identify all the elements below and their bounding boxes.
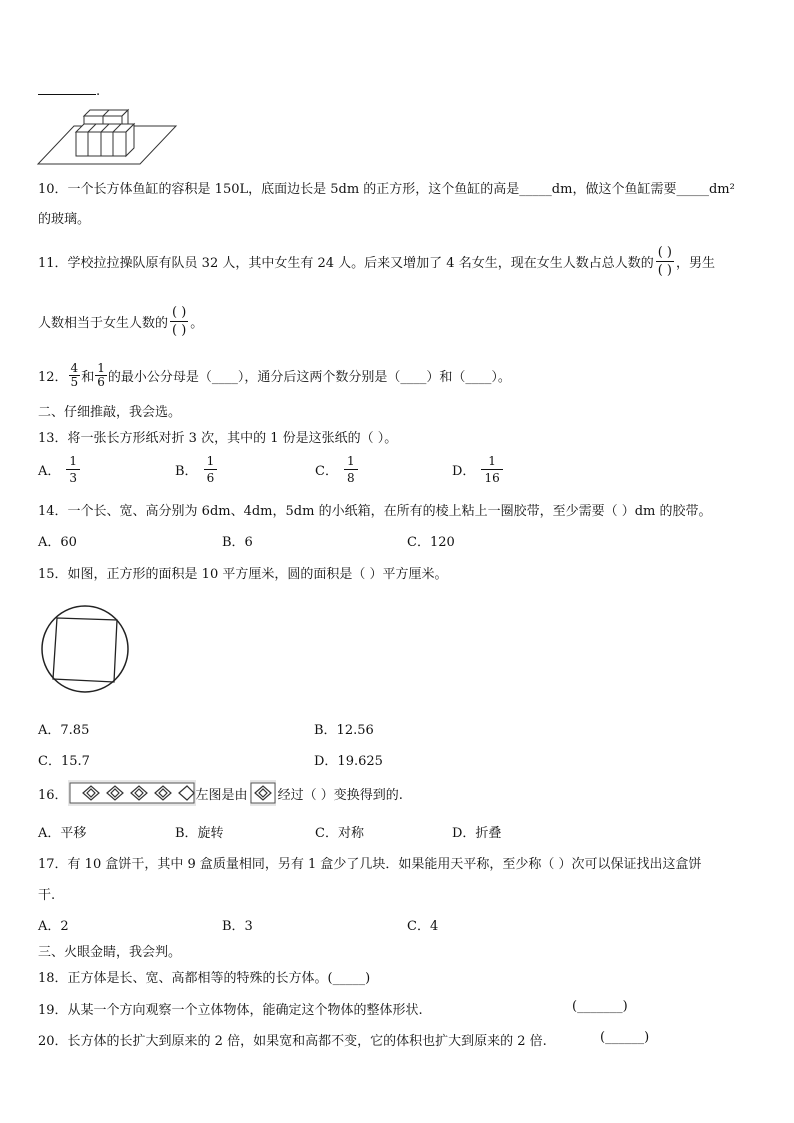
fraction-blank: ( ) ( ) (657, 245, 672, 278)
option-a[interactable]: A．7.85 (38, 723, 90, 738)
cube-stack-figure (36, 104, 182, 170)
option-c[interactable]: C．对称 (315, 826, 364, 841)
option-d[interactable]: D． 1 16 (452, 453, 503, 486)
option-b[interactable]: B．12.56 (314, 723, 374, 738)
question-19-stem: 19．从某一个方向观察一个立体物体，能确定这个物体的整体形状. (38, 1003, 423, 1018)
question-12-text: 的最小公分母是（____），通分后这两个数分别是（____）和（____）。 (107, 370, 511, 385)
option-b[interactable]: B． 1 6 (175, 453, 217, 486)
question-16 (38, 780, 403, 806)
question-11-text3: 人数相当于女生人数的 (38, 316, 169, 331)
answer-blank-top: . (38, 84, 100, 99)
option-a[interactable]: A． 1 3 (38, 453, 80, 486)
question-11-text: 11．学校拉拉操队原有队员 32 人，其中女生有 24 人。后来又增加了 4 名女生，现在女生人数占总人数的 (38, 256, 654, 271)
conjunction: 和 (81, 370, 95, 385)
question-20-stem: 20．长方体的长扩大到原来的 2 倍，如果宽和高都不变，它的体积也扩大到原来的 2 倍. (38, 1034, 547, 1049)
question-10-line1: 10．一个长方体鱼缸的容积是 150L，底面边长是 5dm 的正方形，这个鱼缸的高是_____dm，做这个鱼缸需要_____dm² (38, 182, 735, 197)
pattern-strip-image (68, 780, 196, 806)
option-b[interactable]: B．旋转 (175, 826, 224, 841)
question-18: 18．正方体是长、宽、高都相等的特殊的长方体。(_____) (38, 971, 371, 986)
question-11-text4: 。 (190, 316, 204, 331)
question-11-text2: ，男生 (675, 256, 715, 271)
fraction-4-5: $\frac{4}{5}$ (70, 361, 79, 389)
answer-blank-20[interactable]: (______) (600, 1030, 650, 1045)
question-17-line2: 干. (38, 888, 56, 903)
question-16-text: 左图是由 (195, 787, 248, 803)
fraction-1-6: $\frac{1}{6}$ (97, 361, 105, 389)
question-11-line2 (38, 304, 203, 339)
fraction-blank: ( ) ( ) (172, 305, 187, 338)
question-11-line1 (38, 244, 715, 279)
question-number: 16． (38, 787, 68, 803)
section-heading-3: 三、火眼金睛，我会判。 (38, 945, 182, 960)
question-14-stem: 14．一个长、宽、高分别为 6dm、4dm，5dm 的小纸箱，在所有的棱上粘上一圈胶带，至少需要（ ）dm 的胶带。 (38, 504, 712, 519)
question-12 (38, 362, 511, 389)
option-b[interactable]: B．6 (222, 535, 253, 550)
question-13-stem: 13．将一张长方形纸对折 3 次，其中的 1 份是这张纸的（ ）。 (38, 431, 398, 446)
option-a[interactable]: A．60 (38, 535, 77, 550)
option-c[interactable]: C．4 (407, 919, 439, 934)
question-number: 12． (38, 370, 68, 385)
question-10-line2: 的玻璃。 (38, 212, 91, 227)
option-a[interactable]: A．2 (38, 919, 69, 934)
question-15-stem: 15．如图，正方形的面积是 10 平方厘米，圆的面积是（ ）平方厘米。 (38, 567, 448, 582)
option-c[interactable]: C．15.7 (38, 754, 90, 769)
question-17-line1: 17．有 10 盒饼干，其中 9 盒质量相同，另有 1 盒少了几块．如果能用天平称，至少称（ ）次可以保证找出这盒饼 (38, 857, 702, 872)
question-16-text2: 经过（ ）变换得到的. (277, 787, 403, 803)
section-heading-2: 二、仔细推敲，我会选。 (38, 405, 182, 420)
option-c[interactable]: C．120 (407, 535, 455, 550)
circle-square-figure (38, 604, 134, 694)
option-b[interactable]: B．3 (222, 919, 253, 934)
option-d[interactable]: D．折叠 (452, 826, 502, 841)
answer-blank-19[interactable]: (_______) (572, 999, 628, 1014)
pattern-unit-image (250, 780, 276, 806)
option-c[interactable]: C． 1 8 (315, 453, 358, 486)
option-d[interactable]: D．19.625 (314, 754, 383, 769)
option-a[interactable]: A．平移 (38, 826, 87, 841)
